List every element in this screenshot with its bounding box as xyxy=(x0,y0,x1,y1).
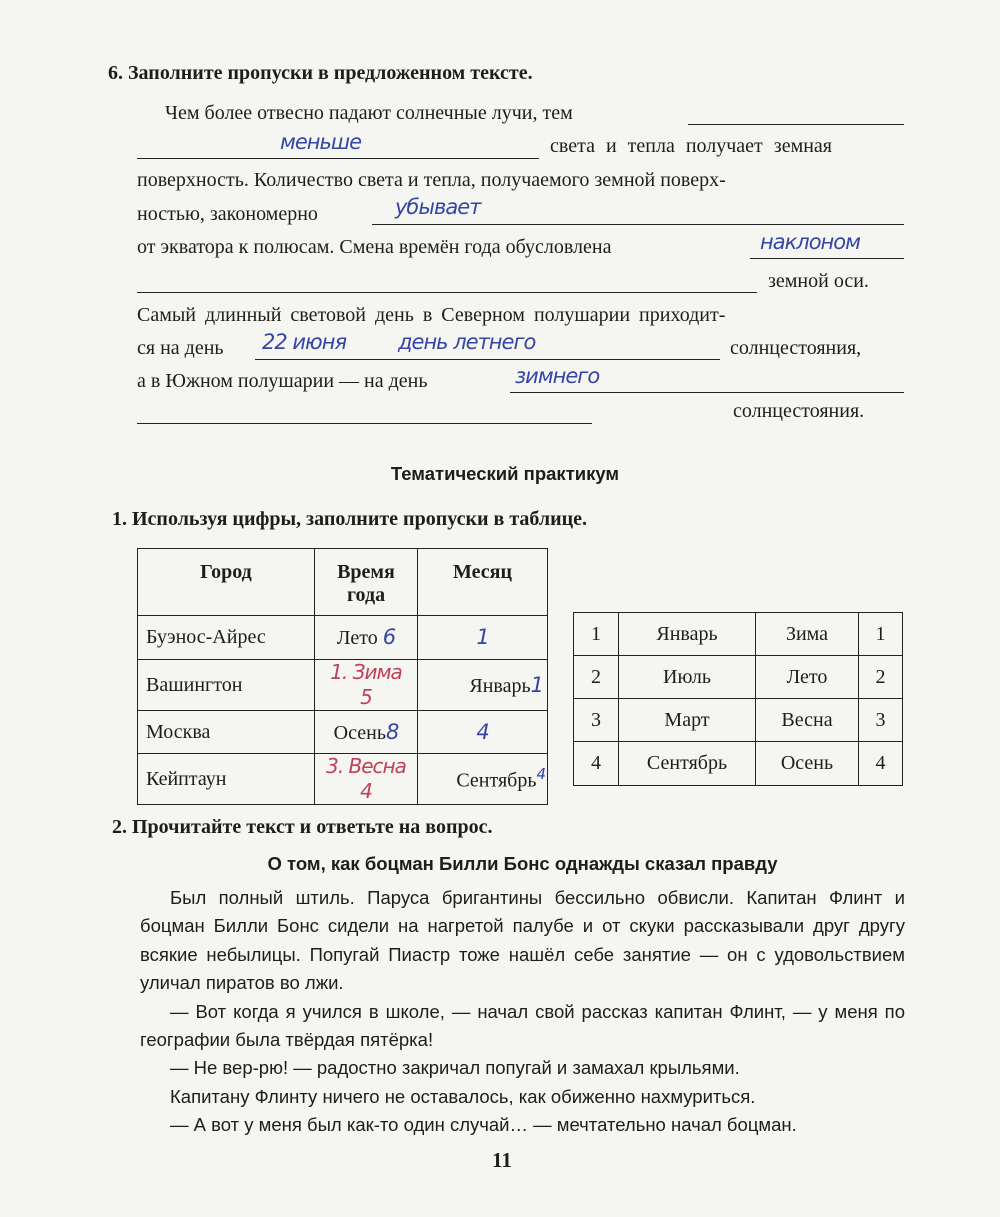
table-row xyxy=(138,616,548,660)
story-paragraph: — Вот когда я учился в школе, — начал свой рассказ капитан Флинт, — у меня по географии была твёрдая пятёрка! xyxy=(140,1000,905,1051)
story-text xyxy=(140,884,905,1140)
month-handwritten: 1 xyxy=(530,672,543,697)
month-name: Июль xyxy=(619,656,756,699)
city-season-table xyxy=(137,548,548,805)
season-cell[interactable] xyxy=(315,660,418,711)
month-number: 3 xyxy=(574,699,619,742)
season-handwritten: 8 xyxy=(385,719,399,744)
blank-3-cont[interactable] xyxy=(137,292,757,293)
story-paragraph: Капитану Флинту ничего не оставалось, как обиженно нахмуриться. xyxy=(170,1085,756,1107)
season-name: Весна xyxy=(756,699,859,742)
task6-heading: 6. Заполните пропуски в предложенном тексте. xyxy=(108,62,533,84)
season-cell[interactable] xyxy=(315,754,418,805)
blank-4[interactable] xyxy=(255,359,720,360)
season-number: 2 xyxy=(859,656,903,699)
header-city: Город xyxy=(138,549,315,616)
month-text: Январь xyxy=(469,674,531,697)
task6-line9: а в Южном полушарии — на день xyxy=(137,370,428,392)
season-name: Осень xyxy=(756,742,859,786)
task1-heading: 1. Используя цифры, заполните пропуски в таблице. xyxy=(112,508,588,530)
task6-line3: поверхность. Количество света и тепла, получаемого земной поверх- xyxy=(137,169,726,191)
answer-tilt: наклоном xyxy=(760,230,860,254)
blank-1-cont[interactable] xyxy=(137,158,539,159)
season-name: Зима xyxy=(756,613,859,656)
task6-line8a: ся на день xyxy=(137,337,224,359)
table-row xyxy=(574,699,903,742)
season-cell[interactable] xyxy=(315,616,418,660)
season-text: Осень xyxy=(333,721,386,744)
table-header-row xyxy=(138,549,548,616)
month-name: Сентябрь xyxy=(619,742,756,786)
month-handwritten: 4 xyxy=(536,765,545,784)
table-row xyxy=(138,660,548,711)
season-cell[interactable] xyxy=(315,711,418,754)
blank-3[interactable] xyxy=(750,258,904,259)
story-paragraph: Был полный штиль. Паруса бригантины бессильно обвисли. Капитан Флинт и боцман Билли Бонс сидели на нагретой палубе и от скуки рассказывали друг другу всякие небылицы. Попугай Пиастр тоже нашёл себе занятие — он с удовольствием уличал пиратов во лжи. xyxy=(140,887,905,994)
month-handwritten: 1 xyxy=(476,625,489,649)
season-handwritten: 6 xyxy=(382,625,396,649)
month-cell[interactable] xyxy=(418,754,548,805)
task6-line8b: солнцестояния, xyxy=(730,337,862,359)
season-number: 3 xyxy=(859,699,903,742)
city-cell: Буэнос-Айрес xyxy=(138,616,315,660)
season-number: 1 xyxy=(859,613,903,656)
section-title: Тематический практикум xyxy=(390,463,620,484)
story-paragraph: — Не вер-рю! — радостно закричал попугай и замахал крыльями. xyxy=(170,1057,740,1079)
task6-line4: ностью, закономерно xyxy=(137,203,318,225)
city-cell: Москва xyxy=(138,711,315,754)
month-number: 4 xyxy=(574,742,619,786)
story-title: О том, как боцман Билли Бонс однажды сказал правду xyxy=(267,853,778,874)
season-handwritten: 3. Весна 4 xyxy=(326,754,406,803)
month-name: Март xyxy=(619,699,756,742)
blank-5[interactable] xyxy=(510,392,904,393)
month-cell[interactable] xyxy=(418,660,548,711)
task6-line10: солнцестояния. xyxy=(733,400,865,422)
month-season-key-table xyxy=(573,612,903,786)
task6-line1: Чем более отвесно падают солнечные лучи, тем xyxy=(165,102,573,124)
table-row xyxy=(574,742,903,786)
task6-line6: земной оси. xyxy=(768,270,869,292)
month-cell[interactable] xyxy=(418,711,548,754)
header-season: Время года xyxy=(315,549,418,616)
month-handwritten: 4 xyxy=(476,719,489,744)
answer-less: меньше xyxy=(280,130,362,154)
story-paragraph: — А вот у меня был как-то один случай… — мечтательно начал боцман. xyxy=(170,1114,797,1136)
task6-line5: от экватора к полюсам. Смена времён года обусловлена xyxy=(137,236,612,258)
table-row xyxy=(574,656,903,699)
table-row xyxy=(138,754,548,805)
task6-line2: света и тепла получает земная xyxy=(550,135,833,157)
answer-winter: зимнего xyxy=(515,364,600,388)
table-row xyxy=(574,613,903,656)
month-number: 1 xyxy=(574,613,619,656)
month-name: Январь xyxy=(619,613,756,656)
answer-june: 22 июня xyxy=(262,330,347,354)
blank-2[interactable] xyxy=(372,224,904,225)
month-cell[interactable] xyxy=(418,616,548,660)
blank-1[interactable] xyxy=(688,124,904,125)
table-row xyxy=(138,711,548,754)
season-number: 4 xyxy=(859,742,903,786)
task6-line7: Самый длинный световой день в Северном полушарии приходит- xyxy=(137,304,726,326)
blank-5-cont[interactable] xyxy=(137,423,592,424)
season-name: Лето xyxy=(756,656,859,699)
task2-heading: 2. Прочитайте текст и ответьте на вопрос. xyxy=(112,816,493,838)
city-cell: Кейптаун xyxy=(138,754,315,805)
answer-summer: день летнего xyxy=(398,330,536,354)
page-number: 11 xyxy=(492,1148,512,1172)
season-handwritten: 1. Зима 5 xyxy=(330,660,402,709)
season-text: Лето xyxy=(336,627,378,649)
answer-decreases: убывает xyxy=(395,195,481,219)
header-month: Месяц xyxy=(418,549,548,616)
city-cell: Вашингтон xyxy=(138,660,315,711)
month-text: Сентябрь xyxy=(456,769,537,792)
month-number: 2 xyxy=(574,656,619,699)
